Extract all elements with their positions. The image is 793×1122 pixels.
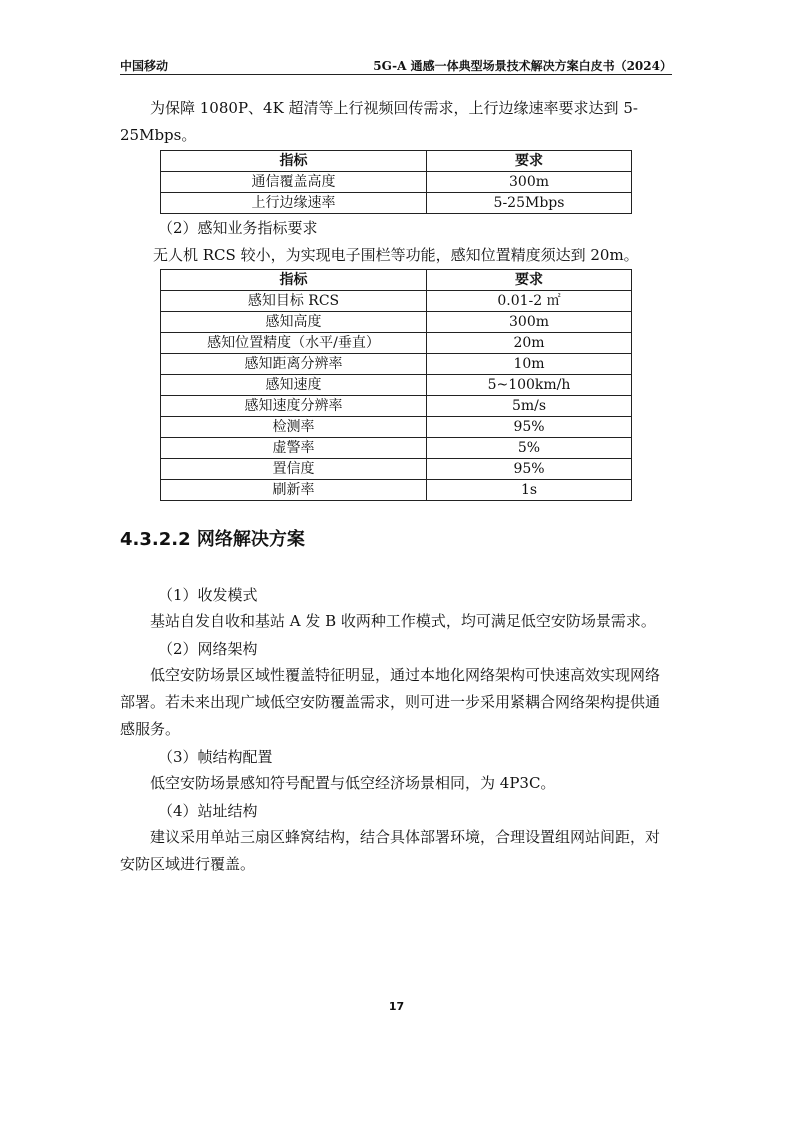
- page-number: 17: [388, 1000, 405, 1013]
- table-cell: 10m: [427, 354, 632, 375]
- table-cell: 95%: [427, 459, 632, 480]
- sensing-requirements-title: （2）感知业务指标要求: [158, 219, 318, 237]
- table-cell: 5m/s: [427, 396, 632, 417]
- table-row: [161, 193, 632, 214]
- table-row: [161, 480, 632, 501]
- sensing-intro: 无人机 RCS 较小，为实现电子围栏等功能，感知位置精度须达到 20m。: [153, 246, 639, 264]
- table-cell: 1s: [427, 480, 632, 501]
- table-cell: 感知位置精度（水平/垂直）: [161, 333, 427, 354]
- sensing-requirements-table: [160, 269, 632, 501]
- table-row: [161, 172, 632, 193]
- table-cell: 上行边缘速率: [161, 193, 427, 214]
- table-cell: 5%: [427, 438, 632, 459]
- table-row: [161, 375, 632, 396]
- item-text: 低空安防场景区域性覆盖特征明显，通过本地化网络架构可快速高效实现网络部署。若未来出现广域低空安防覆盖需求，则可进一步采用紧耦合网络架构提供通感服务。: [120, 666, 661, 738]
- section-heading: 4.3.2.2 网络解决方案: [120, 529, 305, 550]
- table-cell: 95%: [427, 417, 632, 438]
- table-row: [161, 396, 632, 417]
- table-cell: 0.01-2 ㎡: [427, 291, 632, 312]
- table-cell: 置信度: [161, 459, 427, 480]
- item-title: （3）帧结构配置: [158, 748, 273, 766]
- comm-requirements-table: [160, 150, 632, 214]
- table-row: [161, 312, 632, 333]
- table-cell: 检测率: [161, 417, 427, 438]
- table-row: [161, 354, 632, 375]
- item-text: 建议采用单站三扇区蜂窝结构，结合具体部署环境，合理设置组网站间距，对安防区域进行覆盖。: [120, 828, 661, 873]
- page-header: [120, 54, 672, 75]
- table-header-row: [161, 151, 632, 172]
- item-title: （4）站址结构: [158, 802, 258, 820]
- table-cell: 通信覆盖高度: [161, 172, 427, 193]
- header-doc-title: 5G-A 通感一体典型场景技术解决方案白皮书（2024）: [373, 59, 672, 73]
- table-cell: 300m: [427, 312, 632, 333]
- table-header-cell: 要求: [427, 270, 632, 291]
- item-text: 基站自发自收和基站 A 发 B 收两种工作模式，均可满足低空安防场景需求。: [150, 612, 656, 630]
- table-cell: 感知距离分辨率: [161, 354, 427, 375]
- table-cell: 感知速度分辨率: [161, 396, 427, 417]
- table-cell: 感知速度: [161, 375, 427, 396]
- table-cell: 5-25Mbps: [427, 193, 632, 214]
- table-header-row: [161, 270, 632, 291]
- table-cell: 感知目标 RCS: [161, 291, 427, 312]
- item-text: 低空安防场景感知符号配置与低空经济场景相同，为 4P3C。: [150, 774, 556, 792]
- table-cell: 20m: [427, 333, 632, 354]
- table-cell: 5~100km/h: [427, 375, 632, 396]
- table-row: [161, 333, 632, 354]
- table-header-cell: 指标: [161, 151, 427, 172]
- table-header-cell: 指标: [161, 270, 427, 291]
- intro-paragraph: 为保障 1080P、4K 超清等上行视频回传需求，上行边缘速率要求达到 5-25Mbps。: [120, 99, 638, 144]
- header-org: 中国移动: [120, 59, 169, 73]
- table-header-cell: 要求: [427, 151, 632, 172]
- table-cell: 300m: [427, 172, 632, 193]
- table-cell: 虚警率: [161, 438, 427, 459]
- table-row: [161, 459, 632, 480]
- item-title: （2）网络架构: [158, 640, 258, 658]
- table-row: [161, 291, 632, 312]
- item-title: （1）收发模式: [158, 586, 258, 604]
- table-cell: 感知高度: [161, 312, 427, 333]
- table-row: [161, 438, 632, 459]
- table-cell: 刷新率: [161, 480, 427, 501]
- table-row: [161, 417, 632, 438]
